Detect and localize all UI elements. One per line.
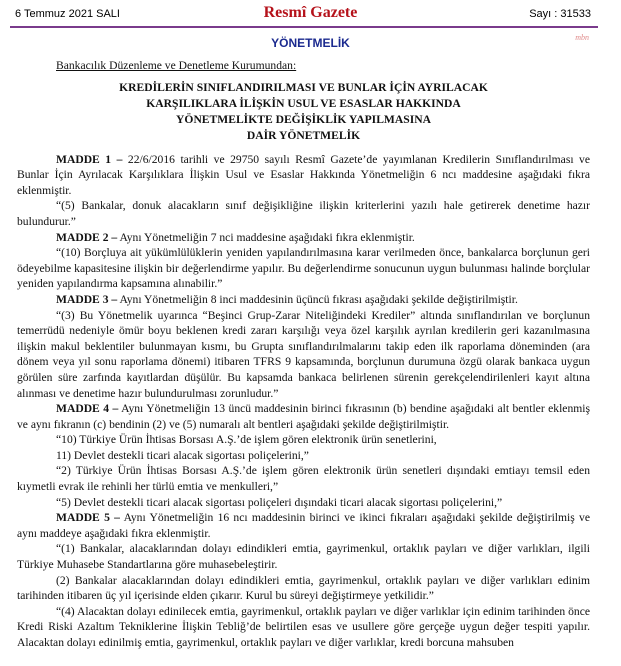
paragraph-text: Aynı Yönetmeliğin 8 inci maddesinin üçüncü fıkrası aşağıdaki şekilde değiştirilmiştir. [117, 292, 518, 306]
paragraph-text: “(5) Bankalar, donuk alacakların sınıf değişikliğine ilişkin kriterlerini yazılı hale getirerek denetime hazır bulundurur.” [17, 199, 590, 228]
paragraph-text: “(10) Borçluya ait yükümlülüklerin yeniden yapılandırılmasına karar verilmeden önce, bankalarca borçlunun geri ödeyebilme kapasitesine ilişkin bir değerlendirme yapılır. Bu değerlendirme sonucunun uygun bulunması halinde borçlular yeniden yapılandırma kapsamına alınabilir.” [17, 246, 590, 291]
regulation-text [17, 152, 590, 651]
issue-number: Sayı : 31533 [529, 8, 591, 20]
paragraph-text: “5) Devlet destekli ticari alacak sigortası poliçeleri dışındaki ticari alacak sigortası poliçelerini,” [56, 495, 503, 509]
newspaper-title: Resmî Gazete [263, 4, 358, 21]
stamp-mark: mbn [575, 33, 589, 42]
clause-paragraph [17, 245, 590, 292]
publication-date: 6 Temmuz 2021 SALI [15, 8, 120, 20]
title-line: YÖNETMELİKTE DEĞİŞİKLİK YAPILMASINA [176, 112, 431, 126]
paragraph-text: Aynı Yönetmeliğin 13 üncü maddesinin birinci fıkrasının (b) bendine aşağıdaki alt bentler eklenmiş ve aynı fıkranın (c) bendinin (2) ve (5) numaralı alt bentleri aşağıdaki şekilde değiştirilmiştir. [17, 402, 590, 431]
clause-paragraph [17, 432, 590, 448]
article-paragraph [17, 292, 590, 308]
issuing-authority: Bankacılık Düzenleme ve Denetleme Kurumundan: [56, 59, 297, 72]
paragraph-text: “10) Türkiye Ürün İhtisas Borsası A.Ş.’de işlem gören elektronik ürün senetlerini, [56, 433, 437, 447]
clause-paragraph [17, 541, 590, 572]
paragraph-text: “2) Türkiye Ürün İhtisas Borsası A.Ş.’de işlem gören elektronik ürün senetleri dışındaki emtiayı temsil eden kıymetli evrak ile rehinli her türlü emtia ve menkulleri,” [17, 464, 590, 494]
article-paragraph [17, 152, 590, 199]
paragraph-text: “(4) Alacaktan dolayı edinilecek emtia, gayrimenkul, ortaklık payları ve diğer varlıklar için edinim tarihinden önce Kredi Riski Azaltım Tekniklerine İlişkin Tebliğ’de belirtilen esas ve usullere göre gerçeğe uygun değer tespiti yapılır. Alacaktan dolayı edinilmiş emtia, gayrimenkul, ortaklık payları ve diğer varlıklar, kredi borcuna mahsuben [17, 604, 590, 649]
paragraph-text: 22/6/2016 tarihli ve 29750 sayılı Resmî Gazete’de yayımlanan Kredilerin Sınıflandırılması ve Bunlar İçin Ayrılacak Karşılıklara İlişkin Usul ve Esaslar Hakkında Yönetmeliğin 6 ncı maddesine aşağıdaki fıkra eklenmiştir. [17, 152, 590, 197]
article-label: MADDE 4 – [56, 402, 119, 416]
article-paragraph [17, 510, 590, 541]
article-label: MADDE 2 – [56, 230, 118, 244]
clause-paragraph [17, 463, 590, 494]
article-label: MADDE 1 – [56, 152, 123, 166]
clause-paragraph [17, 573, 590, 604]
paragraph-text: Aynı Yönetmeliğin 16 ncı maddesinin birinci ve ikinci fıkraları aşağıdaki şekilde değiştirilmiş ve aynı maddeye aşağıdaki fıkra eklenmiştir. [17, 511, 590, 540]
article-paragraph [17, 401, 590, 432]
regulation-title [17, 80, 590, 144]
paragraph-text: “(3) Bu Yönetmelik uyarınca “Beşinci Grup-Zarar Niteliğindeki Krediler” altında sınıflandırılan ve borçlunun temerrüdü nedeniyle ömür boyu beklenen kredi zararı karşılığı veya özel karşılık ayrılan kredilerin geri kazanılmasına ilişkin makul beklentiler bulunmayan kısmı, bu Grupta sınıflandırılmalarını takip eden ilk raporlama döneminden (ara dönem veya yıl sonu raporlama dönemi) itibaren TFRS 9 kapsamında, borçlunun durumuna özgü olarak bankaca uygun görülen süre zarfında kayıtlardan düşülür. Bu kapsamda bankaca belirlenen sürenin gerekçelendirilenleri kayıt altına alınması ve denetime hazır bulundurulması zorunludur.” [17, 308, 590, 400]
paragraph-text: “(1) Bankalar, alacaklarından dolayı edindikleri emtia, gayrimenkul, ortaklık payları ve diğer varlıkları, ilgili Türkiye Muhasebe Standartlarına göre muhasebeleştirir. [17, 542, 590, 572]
article-label: MADDE 3 – [56, 292, 118, 306]
clause-paragraph [17, 198, 590, 229]
title-line: KARŞILIKLARA İLİŞKİN USUL VE ESASLAR HAKKINDA [146, 96, 461, 110]
clause-paragraph [17, 448, 590, 464]
header-divider [10, 26, 598, 28]
article-label: MADDE 5 – [56, 511, 120, 525]
title-line: DAİR YÖNETMELİK [246, 128, 361, 142]
document-body [17, 58, 590, 651]
title-line: KREDİLERİN SINIFLANDIRILMASI VE BUNLAR İÇİN AYRILACAK [119, 80, 488, 94]
clause-paragraph [17, 604, 590, 651]
section-heading: YÖNETMELİK [271, 36, 350, 50]
paragraph-text: (2) Bankalar alacaklarından dolayı edindikleri emtia, gayrimenkul, ortaklık payları ve diğer varlıkları edinim tarihinden itibaren üç yıl içerisinde elden çıkarır. Kurul bu süreyi değiştirmeye yetkilidir.” [17, 573, 590, 603]
article-paragraph [17, 230, 590, 246]
clause-paragraph [17, 308, 590, 402]
paragraph-text: Aynı Yönetmeliğin 7 nci maddesine aşağıdaki fıkra eklenmiştir. [117, 230, 415, 244]
clause-paragraph [17, 495, 590, 511]
paragraph-text: 11) Devlet destekli ticari alacak sigortası poliçelerini,” [56, 448, 309, 462]
